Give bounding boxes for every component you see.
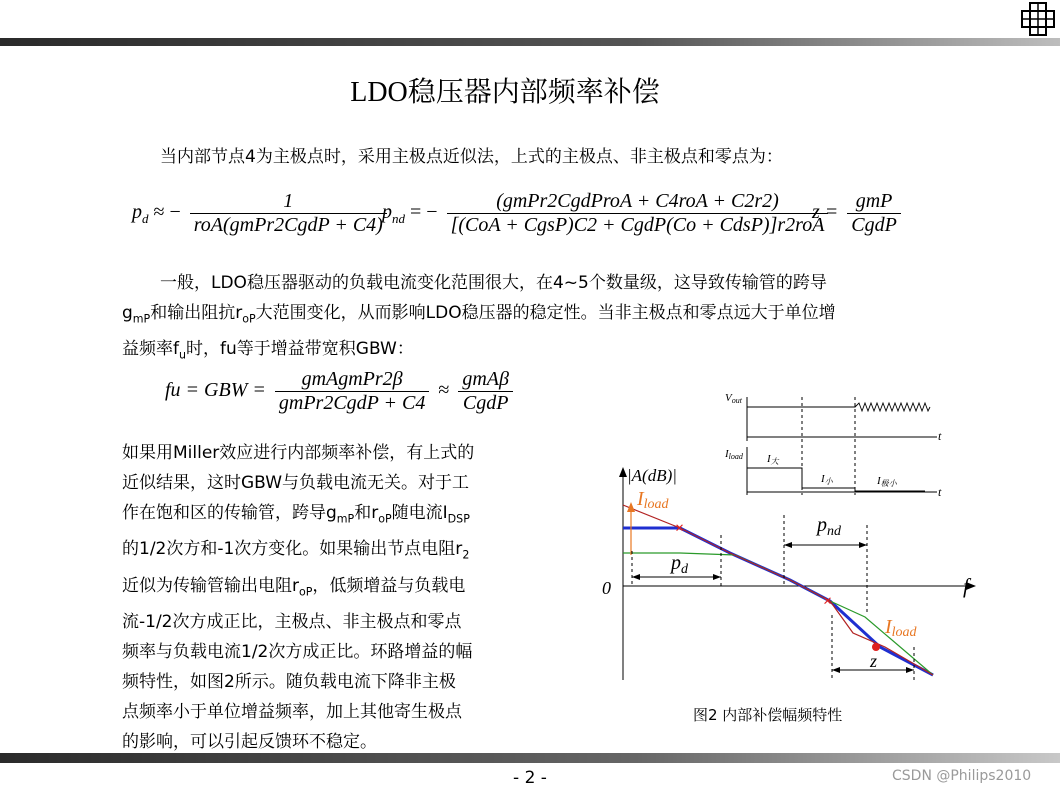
- pd-marker-cross: ×: [675, 520, 685, 537]
- t-label-2: t: [938, 485, 942, 499]
- pnd-label: $p_{nd}$: [817, 514, 841, 539]
- y-axis-arrow: [619, 467, 627, 477]
- t-label-1: t: [938, 429, 942, 443]
- i-big-label: I大: [767, 453, 779, 466]
- left-line-2: 近似结果，这时GBW与负载电流无关。对于工: [122, 473, 470, 493]
- gain-curve-blue: [623, 528, 933, 675]
- page-number: - 2 -: [513, 768, 547, 788]
- left-line-8: 频特性，如图2所示。随负载电流下降非主极: [122, 672, 456, 693]
- y-axis-label: |A(dB)|: [627, 466, 677, 485]
- vout-trace: [747, 405, 855, 407]
- x-axis-label: f: [963, 574, 969, 598]
- formula-pd: $p_d$ ≈ − $\frac{1}{\text{roA(gmPr2CgdP + C4)}}$: [132, 190, 391, 237]
- zero-marker-dot: [872, 643, 880, 651]
- i-small-label: I小: [821, 473, 833, 486]
- iload-small-label: Iload: [725, 448, 743, 461]
- origin-label: 0: [602, 578, 611, 598]
- left-paragraph: [122, 438, 562, 757]
- left-line-5: 近似为传输管输出电阻$r_{oP}$，低频增益与负载电: [122, 575, 466, 599]
- left-line-9: 点频率小于单位增益频率，加上其他寄生极点: [122, 702, 462, 723]
- header-bar: [0, 38, 1060, 46]
- formula-fu: fu = GBW = $\frac{\text{gmAgmPr2β}}{\text{gmPr2CgdP + C4}}$ ≈ $\frac{\text{gmAβ}}{\text{CgdP}}$: [165, 368, 517, 415]
- iload-label-left: Iload: [637, 488, 669, 512]
- formula-z: z = $\frac{\text{gmP}}{\text{CgdP}}$: [812, 190, 905, 237]
- z-arrow-r: [906, 667, 914, 673]
- p2-line-2: $g_{mP}$和输出阻抗$r_{oP}$大范围变化，从而影响LDO稳压器的稳定性。当非主极点和零点远大于单位增: [122, 303, 836, 326]
- p2-line-3: 益频率$f_u$时，fu等于增益带宽积GBW：: [122, 339, 414, 362]
- pnd-arrow-r: [859, 542, 867, 548]
- p2-line-1: 一般，LDO稳压器驱动的负载电流变化范围很大，在4~5个数量级，这导致传输管的跨导: [160, 273, 827, 293]
- page-title: LDO稳压器内部频率补偿: [350, 77, 660, 108]
- left-line-7: 频率与负载电流1/2次方成正比。环路增益的幅: [122, 642, 473, 663]
- iload-trace: [747, 468, 925, 491]
- left-line-6: 流-1/2次方成正比，主极点、非主极点和零点: [122, 612, 462, 633]
- iload-label-right: Iload: [885, 616, 917, 640]
- i-tiny-label: I极小: [877, 475, 897, 488]
- left-line-4: 的1/2次方和-1次方变化。如果输出节点电阻$r_2$: [122, 539, 470, 562]
- paragraph-2-cont: [122, 298, 982, 371]
- pd-arrow-r: [713, 574, 721, 580]
- left-line-1: 如果用Miller效应进行内部频率补偿，有上式的: [122, 443, 475, 463]
- gain-curve-green: [623, 553, 933, 675]
- vout-ringing: [855, 403, 930, 411]
- watermark: CSDN @Philips2010: [892, 768, 1032, 784]
- intro-paragraph: 当内部节点4为主极点时，采用主极点近似法，上式的主极点、非主极点和零点为：: [160, 147, 783, 167]
- z-label: z: [870, 651, 878, 671]
- left-line-10: 的影响，可以引起反馈环不稳定。: [122, 732, 377, 753]
- figure-caption: 图2 内部补偿幅频特性: [693, 706, 843, 724]
- z-arrow-l: [832, 667, 840, 673]
- paragraph-2: [160, 268, 980, 298]
- pd-arrow-l: [632, 574, 640, 580]
- logo-icon: [1020, 2, 1056, 36]
- pnd-marker-cross: ×: [823, 593, 833, 610]
- formula-pnd: $p_{nd}$ = − $\frac{\text{(gmPr2CgdProA + C4roA + C2r2)}}{\text{[(CoA + CgsP)C2 + CgdP(Co + CdsP)]r2roA}}$: [382, 190, 832, 237]
- pnd-arrow-l: [784, 542, 792, 548]
- vout-label: Vout: [725, 392, 742, 405]
- pd-label: $p_d$: [671, 552, 688, 577]
- left-line-3: 作在饱和区的传输管，跨导$g_{mP}$和$r_{oP}$随电流$I_{DSP}$: [122, 503, 470, 526]
- bode-figure: [595, 385, 995, 695]
- timing-inset: [724, 392, 942, 499]
